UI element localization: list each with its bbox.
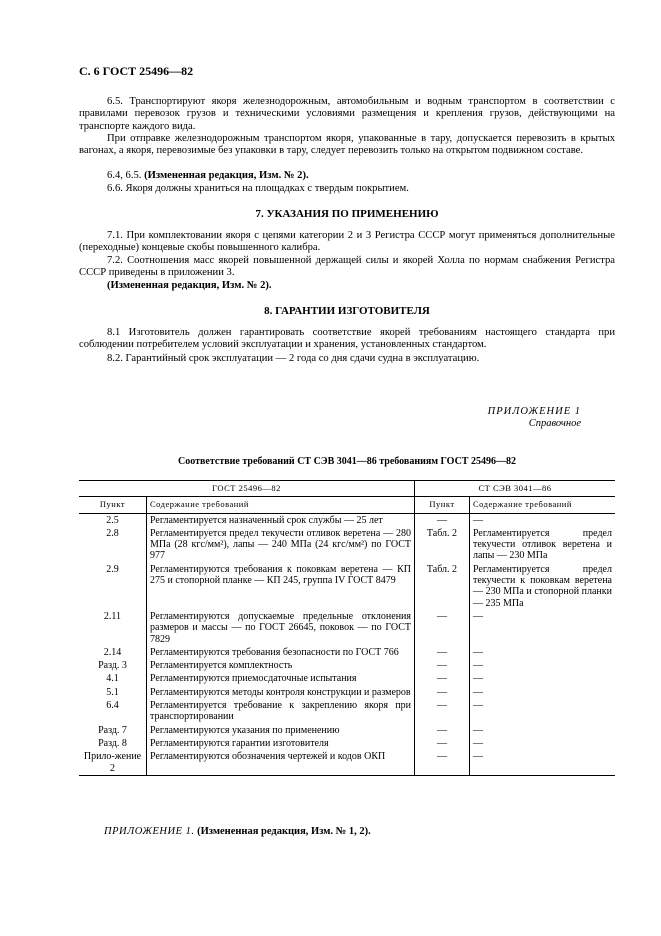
cell-content-sev: —: [470, 699, 616, 724]
cell-content: Регламентируются требования безопасности по ГОСТ 766: [147, 646, 415, 659]
cell-content: Регламентируются указания по применению: [147, 724, 415, 737]
table-row: [79, 750, 615, 775]
col-content-sev: Содержание требований: [470, 497, 616, 513]
cell-content: Регламентируются методы контроля конструкции и размеров: [147, 686, 415, 699]
group-gost: ГОСТ 25496—82: [79, 481, 415, 497]
cell-content: Регламентируются допускаемые предельные отклонения размеров и массы — по ГОСТ 26645, поковок — по ГОСТ 7829: [147, 610, 415, 646]
table-row: [79, 527, 615, 563]
cell-point-sev: —: [415, 699, 470, 724]
section-8-title: 8. ГАРАНТИИ ИЗГОТОВИТЕЛЯ: [264, 305, 430, 317]
cell-point: 2.5: [106, 514, 119, 526]
cell-content-sev: —: [470, 513, 616, 527]
cell-point: 2.14: [103, 646, 122, 658]
table-row: [79, 672, 615, 685]
cell-content-sev: —: [470, 724, 616, 737]
cell-point-sev: —: [415, 686, 470, 699]
cell-point-sev: —: [415, 672, 470, 685]
cell-point-sev: —: [415, 737, 470, 750]
cell-content: Регламентируются гарантии изготовителя: [147, 737, 415, 750]
cell-content: Регламентируется назначенный срок службы — 25 лет: [147, 513, 415, 527]
cell-content-sev: —: [470, 686, 616, 699]
appendix-title: ПРИЛОЖЕНИЕ 1: [487, 406, 581, 417]
table-row: [79, 646, 615, 659]
footer-appendix-label: ПРИЛОЖЕНИЕ 1.: [104, 826, 195, 837]
cell-point-sev: —: [415, 646, 470, 659]
table-row: [79, 724, 615, 737]
cell-content: Регламентируются требования к поковкам веретена — КП 275 и стопорной планке — КП 245, группа IV ГОСТ 8479: [147, 563, 415, 610]
cell-content-sev: —: [470, 610, 616, 646]
group-st-sev: СТ СЭВ 3041—86: [415, 481, 616, 497]
cell-point-sev: Табл. 2: [415, 563, 470, 610]
cell-point: 2.8: [106, 527, 119, 539]
paragraph-6-5-rail: При отправке железнодорожным транспортом якоря, упакованные в тару, допускается перевозить в крытых вагонах, а якоря, перевозимые без упаковки в тару, следует перевозить только на открытом подвижном составе.: [79, 133, 615, 157]
col-point-gost: Пункт: [79, 497, 147, 513]
amendment-6: [79, 170, 615, 182]
paragraph-7-1: 7.1. При комплектовании якоря с цепями категории 2 и 3 Регистра СССР могут применяться дополнительные (переходные) концевые скобы повышенного калибра.: [79, 230, 615, 254]
table-row: [79, 513, 615, 527]
footer-amendment: (Измененная редакция, Изм. № 1, 2).: [197, 826, 371, 837]
cell-content-sev: —: [470, 646, 616, 659]
appendix-subtitle: Справочное: [528, 418, 581, 429]
col-point-sev: Пункт: [415, 497, 470, 513]
paragraph-6-6: 6.6. Якоря должны храниться на площадках с твердым покрытием.: [107, 183, 409, 194]
cell-point: Прило-жение 2: [79, 750, 147, 775]
cell-point: 4.1: [106, 673, 119, 685]
cell-content-sev: Регламентируется предел текучести отливок веретена и лапы — 230 МПа: [470, 527, 616, 563]
table-caption: Соответствие требований СТ СЭВ 3041—86 требованиям ГОСТ 25496—82: [178, 456, 516, 467]
cell-point: 5.1: [106, 686, 119, 698]
cell-point-sev: —: [415, 659, 470, 672]
cell-point-sev: —: [415, 724, 470, 737]
page-header: С. 6 ГОСТ 25496—82: [79, 64, 194, 78]
col-content-gost: Содержание требований: [147, 497, 415, 513]
paragraph-8-2: 8.2. Гарантийный срок эксплуатации — 2 года со дня сдачи судна в эксплуатацию.: [107, 353, 480, 364]
cell-point-sev: —: [415, 513, 470, 527]
cell-point-sev: Табл. 2: [415, 527, 470, 563]
cell-point-sev: —: [415, 610, 470, 646]
appendix-label: [488, 406, 581, 430]
table-row: [79, 659, 615, 672]
table-row: [79, 563, 615, 610]
cell-content: Регламентируются приемосдаточные испытания: [147, 672, 415, 685]
cell-content-sev: Регламентируется предел текучести к поковкам веретена — 230 МПа и стопорной планки — 235 МПа: [470, 563, 616, 610]
cell-point: Разд. 3: [98, 660, 127, 672]
paragraph-7-2: 7.2. Соотношения масс якорей повышенной держащей силы и якорей Холла по нормам снабжения Регистра СССР приведены в приложении 3.: [79, 255, 615, 279]
cell-point: 6.4: [106, 700, 119, 712]
amendment-prefix: 6.4, 6.5.: [107, 170, 142, 181]
table-row: [79, 686, 615, 699]
paragraph-8-1: 8.1 Изготовитель должен гарантировать соответствие якорей требованиям настоящего стандарта при соблюдении потребителем условий эксплуатации и хранения, установленных стандартом.: [79, 327, 615, 351]
cell-content: Регламентируется комплектность: [147, 659, 415, 672]
cell-point: 2.11: [103, 610, 122, 622]
table-row: [79, 610, 615, 646]
cell-point: 2.9: [106, 563, 119, 575]
cell-point: Разд. 8: [98, 737, 127, 749]
cell-content: Регламентируется предел текучести отливок веретена — 280 МПа (28 кгс/мм²), лапы — 240 МПа (24 кгс/мм²) по ГОСТ 977: [147, 527, 415, 563]
table-row: [79, 737, 615, 750]
amendment-note: (Измененная редакция, Изм. № 2).: [144, 170, 309, 181]
cell-content-sev: —: [470, 672, 616, 685]
footer-note: [104, 826, 371, 837]
cell-content-sev: —: [470, 659, 616, 672]
amendment-7: (Измененная редакция, Изм. № 2).: [107, 280, 272, 291]
table-row: [79, 699, 615, 724]
cell-point: Разд. 7: [98, 724, 127, 736]
section-7-title: 7. УКАЗАНИЯ ПО ПРИМЕНЕНИЮ: [255, 208, 439, 220]
cell-content: Регламентируется требование к закреплению якоря при транспортировании: [147, 699, 415, 724]
cell-content-sev: —: [470, 750, 616, 775]
paragraph-6-5: 6.5. Транспортируют якоря железнодорожным, автомобильным и водным транспортом в соответствии с правилами перевозок грузов и техническими условиями размещения и крепления грузов, действующими на транспорте каждого вида.: [79, 96, 615, 132]
cell-point-sev: —: [415, 750, 470, 775]
cell-content: Регламентируются обозначения чертежей и кодов ОКП: [147, 750, 415, 775]
cell-content-sev: —: [470, 737, 616, 750]
comparison-table: [79, 480, 615, 776]
